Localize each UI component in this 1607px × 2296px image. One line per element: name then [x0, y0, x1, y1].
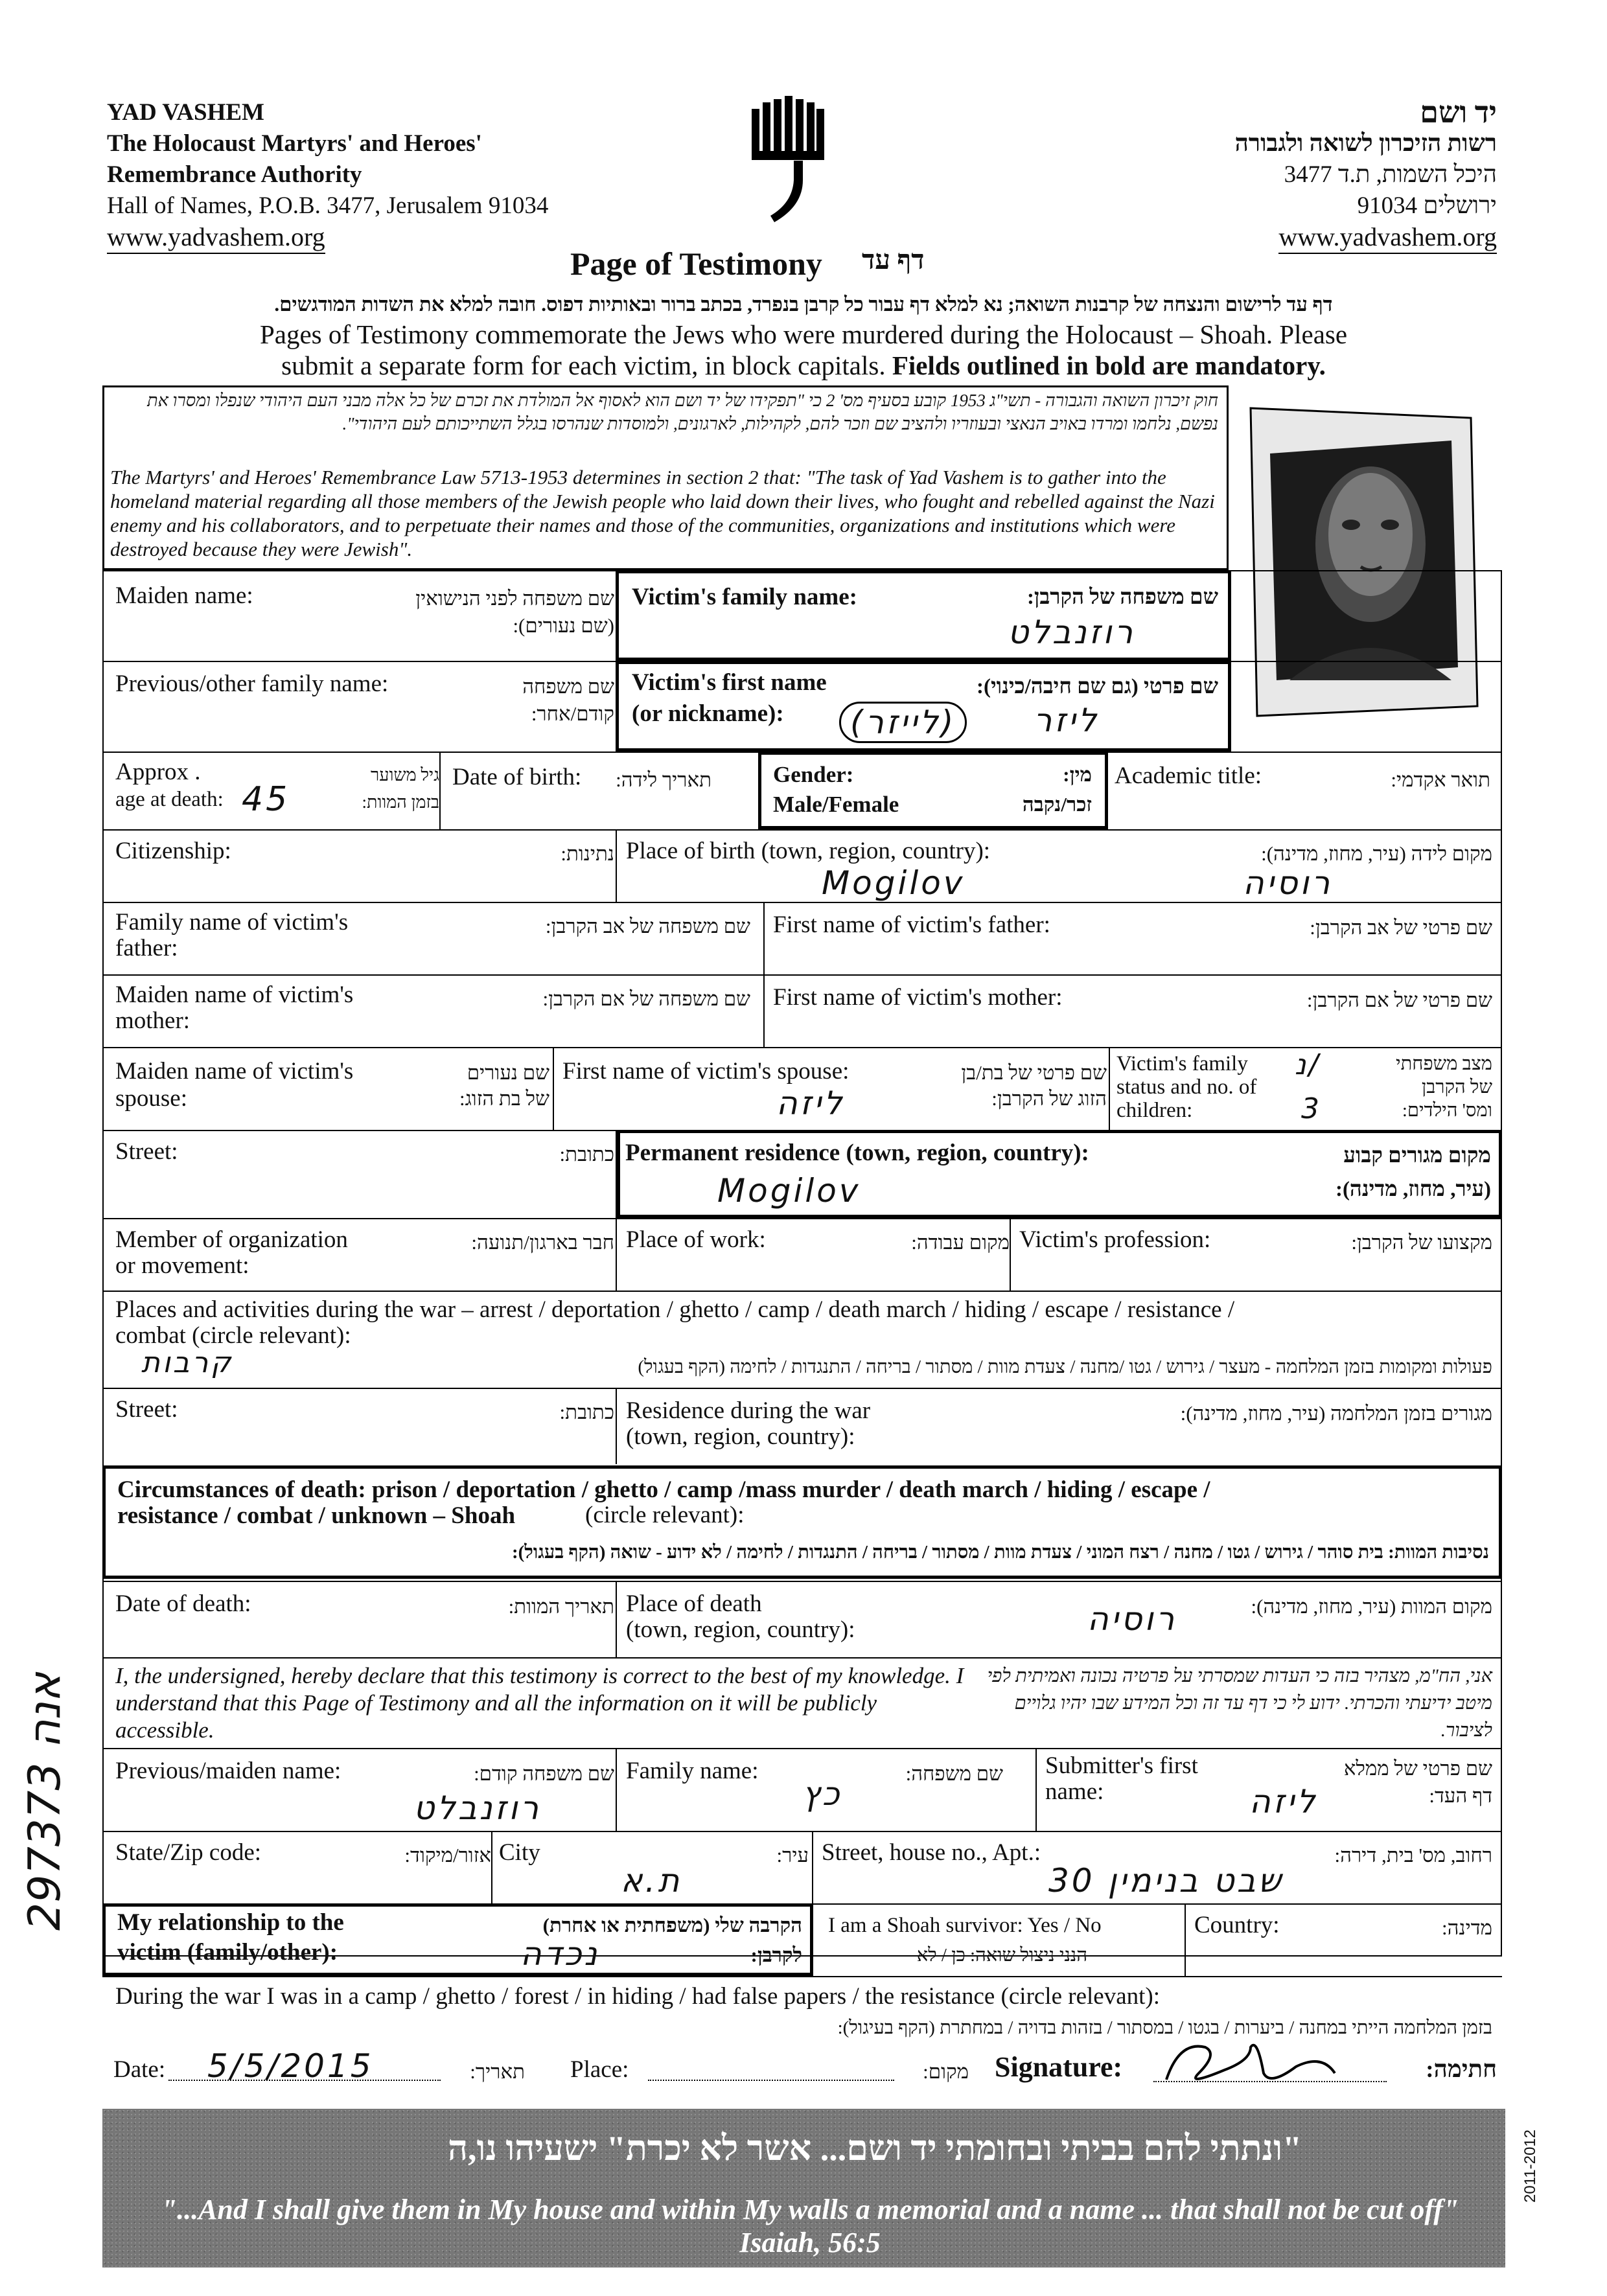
submitter-prev-name-value: רוזנבלט	[413, 1789, 541, 1827]
war-activities-label-he: פעולות ומקומות בזמן המלחמה - מעצר / גירוש / גטו /מחנה / צעדת מוות / מסתור / בריחה / התנגדות / לחימה (הקף בעגול)	[638, 1357, 1492, 1377]
submitter-prev-name-label-he: שם משפחה קודם:	[474, 1762, 614, 1785]
street-label-he: כתובת:	[559, 1143, 614, 1165]
submitter-family-name-value: כץ	[802, 1775, 842, 1813]
death-circumstances-label2: resistance / combat / unknown – Shoah	[117, 1502, 516, 1529]
divider	[812, 1832, 813, 1903]
law-text-en: The Martyrs' and Heroes' Remembrance Law 5713-1953 determines in section 2 that: "The task of Yad Vashem is to gather into the homeland material regarding all those members of the Jewish people who laid down their lives, who fought and rebelled against the Nazi enemy and his collaborators, and to perpetuate their names and those of the communities, organizations and institutions which were destroyed because they were Jewish".	[110, 466, 1215, 560]
divider	[616, 1582, 617, 1657]
father-first-name-label-he: שם פרטי של אב הקרבן:	[1310, 916, 1492, 939]
zip-label-he: אזור/מיקוד:	[404, 1844, 491, 1866]
org-name-he: יד ושם	[1420, 96, 1497, 129]
during-war-label: During the war I was in a camp / ghetto / forest / in hiding / had false papers / the resistance (circle relevant):	[115, 1983, 1161, 2010]
family-status-label3: children:	[1116, 1099, 1193, 1122]
spouse-maiden-name-label2: spouse:	[115, 1085, 187, 1112]
survivor-label: I am a Shoah survivor: Yes / No	[828, 1914, 1102, 1937]
place-line	[648, 2080, 894, 2081]
victim-first-name-field[interactable]	[616, 661, 1231, 752]
date-label: Date:	[113, 2056, 166, 2083]
pob-value-he: רוסיה	[1243, 864, 1333, 902]
war-residence-label: Residence during the war	[626, 1397, 871, 1424]
instructions-en	[110, 319, 1497, 381]
street-house-label-he: רחוב, מס' בית, דירה:	[1334, 1844, 1492, 1866]
age-value: 45	[242, 780, 290, 819]
death-circumstances-label-he: נסיבות המוות: בית סוהר / גירוש / גטו / מחנה / רצח המוני / צעדת מוות / מסתור / בריחה / התנגדות / לחימה / לא ידוע - שואה (הקף בעגול):	[511, 1542, 1489, 1563]
row-submitter-address	[102, 1831, 1502, 1903]
row-work	[102, 1218, 1502, 1291]
prev-family-name-label: Previous/other family name:	[115, 671, 389, 697]
member-org-label2: or movement:	[115, 1252, 249, 1279]
profession-label: Victim's profession:	[1019, 1226, 1211, 1253]
family-status-label-he2: של הקרבן	[1421, 1077, 1492, 1097]
family-status-label-he: מצב משפחתי	[1396, 1053, 1492, 1074]
mother-first-name-label: First name of victim's mother:	[773, 984, 1063, 1011]
row-war-activities	[102, 1291, 1502, 1388]
citizenship-label-he: נתינות:	[561, 842, 614, 865]
victim-family-name-field[interactable]	[616, 570, 1231, 661]
children-count-value: 3	[1301, 1092, 1322, 1125]
divider	[763, 903, 765, 974]
spouse-maiden-name-label-he: שם נעורים	[467, 1061, 549, 1084]
profession-label-he: מקצועו של הקרבן:	[1351, 1231, 1492, 1254]
dod-label: Date of death:	[115, 1590, 251, 1617]
family-status-label2: status and no. of	[1116, 1075, 1257, 1099]
pob-label: Place of birth (town, region, country):	[626, 838, 991, 864]
declaration-text-en: I, the undersigned, hereby declare that this testimony is correct to the best of my knowledge. I understand that this Page of Testimony and all the information on it will be publicly accessible.	[115, 1663, 964, 1743]
row-citizenship	[102, 829, 1502, 902]
family-status-label: Victim's family	[1116, 1052, 1248, 1075]
age-label-he2: בזמן המוות:	[362, 792, 439, 812]
father-family-name-label-he: שם משפחה של אב הקרבן:	[545, 915, 750, 937]
victim-family-name-value: רוזנבלט	[1008, 614, 1135, 651]
submitter-first-name-value: ליזה	[1249, 1783, 1318, 1820]
victim-family-name-label: Victim's family name:	[632, 584, 857, 610]
war-residence-label-he: מגורים בזמן המלחמה (עיר, מחוז, מדינה):	[1180, 1402, 1492, 1425]
workplace-label-he: מקום עבודה:	[911, 1231, 1010, 1254]
date-value: 5/5/2015	[207, 2047, 374, 2085]
handwritten-archive-id: אנה 297373	[19, 1672, 71, 1931]
pod-value: רוסיה	[1087, 1600, 1177, 1638]
prev-family-name-label-he: שם משפחה	[522, 675, 614, 698]
instructions-en-line2: submit a separate form for each victim, in block capitals.	[281, 350, 886, 380]
city-value: ת.א	[621, 1862, 682, 1900]
mother-maiden-name-label-he: שם משפחה של אם הקרבן:	[542, 987, 750, 1010]
submitter-first-name-label-he: שם פרטי של ממלא	[1343, 1757, 1492, 1780]
death-circumstances-label3: (circle relevant):	[585, 1502, 745, 1528]
instructions-he: דף עד לרישום והנצחה של קרבנות השואה; נא למלא דף עבור כל קרבן בנפרד, בכתב ברור ובאותיות דפוס. חובה למלא את השדות המודגשים.	[274, 293, 1333, 316]
zip-label: State/Zip code:	[115, 1839, 262, 1866]
victim-family-name-label-he: שם משפחה של הקרבן:	[1026, 586, 1218, 609]
divider	[616, 831, 617, 902]
victim-first-name-value: ליזר	[1034, 702, 1100, 739]
submitter-first-name-label: Submitter's first	[1045, 1752, 1198, 1779]
during-war-label-he: בזמן המלחמה הייתי במחנה / ביערות / בגטו / במסתור / בזהות בדויה / במחתרת (הקף בעיגול):	[837, 2017, 1492, 2038]
org-subtitle-en-2: Remembrance Authority	[107, 161, 362, 188]
spouse-first-name-label-he: שם פרטי של בת/בן	[961, 1061, 1107, 1084]
pod-label2: (town, region, country):	[626, 1616, 855, 1643]
permanent-residence-label-he2: (עיר, מחוז, מדינה):	[1335, 1178, 1491, 1201]
age-label2: age at death:	[115, 788, 224, 811]
spouse-first-name-label-he2: הזוג של הקרבן:	[991, 1087, 1107, 1110]
row-father	[102, 902, 1502, 974]
academic-title-label: Academic title:	[1115, 763, 1262, 789]
victim-first-name-label-he: שם פרטי (גם שם חיבה/כינוי):	[977, 675, 1218, 698]
form-year-label: 2011-2012	[1521, 2130, 1539, 2203]
maiden-name-label: Maiden name:	[115, 582, 253, 609]
father-first-name-label: First name of victim's father:	[773, 912, 1050, 938]
age-label: Approx .	[115, 759, 201, 785]
org-header-en	[107, 97, 599, 254]
dob-label: Date of birth:	[452, 764, 582, 790]
permanent-residence-box[interactable]	[617, 1130, 1502, 1218]
submitter-family-name-label-he: שם משפחה:	[905, 1762, 1003, 1785]
quote-banner-en: "...And I shall give them in My house and within My walls a memorial and a name ... that shall not be cut off" Isaiah, 56:5	[161, 2194, 1459, 2258]
quote-banner-he: "ונתתי להם בביתי ובחומתי יד ושם... אשר לא יכרת" ישעיהו נו,ה	[447, 2129, 1302, 2168]
family-status-label-he3: ומס' הילדים:	[1402, 1100, 1492, 1121]
relationship-label2: victim (family/other):	[117, 1939, 338, 1966]
street-house-value: שבט בנימין 30	[1048, 1862, 1284, 1900]
country-label: Country:	[1194, 1912, 1280, 1938]
org-subtitle-he: רשות הזיכרון לשואה ולגבורה	[1234, 130, 1497, 157]
divider	[1185, 1905, 1186, 1976]
form-title-en: Page of Testimony	[570, 246, 822, 282]
relationship-label-he: הקרבה שלי (משפחתית או אחרת)	[542, 1914, 802, 1936]
spouse-first-name-value: ליזה	[776, 1085, 845, 1122]
victim-first-name-label2: (or nickname):	[632, 700, 784, 727]
divider	[1109, 1048, 1110, 1130]
spouse-maiden-name-label: Maiden name of victim's	[115, 1058, 354, 1085]
dob-label-he: תאריך לידה:	[616, 768, 711, 791]
date-label-he: תאריך:	[470, 2060, 525, 2083]
row-mother	[102, 974, 1502, 1047]
mother-maiden-name-label: Maiden name of victim's	[115, 982, 354, 1008]
org-address-he-1: היכל השמות, ת.ד 3477	[1284, 161, 1497, 188]
url-left: www.yadvashem.org	[107, 222, 325, 254]
mother-first-name-label-he: שם פרטי של אם הקרבן:	[1306, 989, 1492, 1011]
row-spouse	[102, 1047, 1502, 1130]
divider	[616, 1749, 617, 1831]
gender-label: Gender:	[773, 762, 854, 787]
permanent-residence-label: Permanent residence (town, region, country):	[625, 1140, 1089, 1166]
signature-label-he: חתימה:	[1426, 2056, 1497, 2083]
row-submitter-name	[102, 1748, 1502, 1831]
maiden-name-label-he: שם משפחה לפני הנישואין	[415, 587, 614, 610]
submitter-first-name-label2: name:	[1045, 1778, 1104, 1805]
org-address-en: Hall of Names, P.O.B. 3477, Jerusalem 91034	[107, 192, 549, 219]
war-activities-label2: combat (circle relevant):	[115, 1322, 351, 1349]
relationship-field[interactable]	[102, 1903, 813, 1976]
spouse-first-name-label: First name of victim's spouse:	[562, 1058, 850, 1085]
declaration-text-he: אני, הח"מ, מצהיר בזה כי העדות שמסרתי על פרטיה נכונה ואמיתית לפי מיטב ידיעתי והכרתי. ידוע לי כי דף עד זה וכל המידע שבו יהיו גלויים לציבור.	[987, 1666, 1492, 1741]
org-address-he-2: ירושלים 91034	[1357, 192, 1497, 219]
pob-label-he: מקום לידה (עיר, מחוז, מדינה):	[1261, 842, 1492, 865]
war-activities-value: קרבות	[141, 1346, 234, 1379]
divider	[763, 976, 765, 1047]
gender-field[interactable]	[758, 752, 1108, 829]
victim-first-name-label: Victim's first name	[632, 669, 827, 696]
law-text-he: חוק זיכרון השואה והגבורה - תשי"ג 1953 קובע בסעיף מס' 2 כי "תפקידו של יד ושם הוא לאסוף אל המולדת את זכרם של כל אלה מבני העם היהודי שנפלו ומסרו את נפשם, נלחמו ומרדו באויב הנאצי ובעוזריו ולהציב שם וזכר להם, לקהילות, לארגונים, ולמוסדות שנהרסו בגלל השתייכותם לעם היהודי".	[147, 391, 1218, 433]
row-death	[102, 1581, 1502, 1657]
family-status-value: נ/	[1295, 1048, 1321, 1081]
country-label-he: מדינה:	[1442, 1916, 1492, 1939]
divider	[1010, 1219, 1011, 1291]
prev-family-name-label-he2: קודם/אחר:	[531, 702, 614, 725]
row-war-residence	[102, 1388, 1502, 1464]
age-label-he: גיל משוער	[371, 765, 439, 785]
place-label-he: מקום:	[923, 2060, 969, 2083]
divider	[616, 1389, 617, 1464]
submitter-prev-name-label: Previous/maiden name:	[115, 1758, 341, 1784]
city-label: City	[499, 1839, 540, 1866]
mother-maiden-name-label2: mother:	[115, 1007, 191, 1034]
street2-label-he: כתובת:	[559, 1401, 614, 1423]
org-subtitle-en-1: The Holocaust Martyrs' and Heroes'	[107, 130, 482, 157]
relationship-value: נכדה	[520, 1935, 600, 1973]
academic-title-label-he: תואר אקדמי:	[1391, 768, 1490, 791]
city-label-he: עיר:	[776, 1844, 809, 1866]
spouse-maiden-name-label-he2: של בת הזוג:	[459, 1087, 549, 1110]
divider	[616, 1219, 617, 1291]
url-right: www.yadvashem.org	[1278, 222, 1497, 254]
street-label: Street:	[115, 1138, 178, 1165]
street2-label: Street:	[115, 1396, 178, 1423]
father-family-name-label2: father:	[115, 935, 178, 961]
citizenship-label: Citizenship:	[115, 838, 231, 864]
member-org-label: Member of organization	[115, 1226, 348, 1253]
divider	[1035, 1749, 1037, 1831]
maiden-name-label-he2: (שם נעורים):	[513, 614, 614, 637]
submitter-family-name-label: Family name:	[626, 1758, 759, 1784]
member-org-label-he: חבר בארגון/תנועה:	[471, 1231, 614, 1254]
dod-label-he: תאריך המוות:	[508, 1595, 614, 1618]
gender-label-he2: זכר/נקבה	[1022, 793, 1092, 816]
war-activities-label: Places and activities during the war – arrest / deportation / ghetto / camp / death march / hiding / escape / resistance /	[115, 1296, 1235, 1323]
signature-label: Signature:	[995, 2051, 1123, 2083]
divider	[553, 1048, 554, 1130]
street-house-label: Street, house no., Apt.:	[822, 1839, 1041, 1866]
pob-value: Mogilov	[822, 864, 965, 902]
survivor-label-he: הנני ניצול שואה: כן / לא	[916, 1945, 1087, 1966]
pod-label-he: מקום המוות (עיר, מחוז, מדינה):	[1251, 1595, 1492, 1618]
org-header-he	[1043, 97, 1497, 254]
submitter-first-name-label-he2: דף העד:	[1429, 1784, 1492, 1807]
workplace-label: Place of work:	[626, 1226, 766, 1253]
circumstances-of-death-field[interactable]	[102, 1465, 1502, 1579]
gender-label2: Male/Female	[773, 792, 899, 817]
yad-vashem-logo	[748, 96, 826, 225]
permanent-residence-value: Mogilov	[717, 1172, 861, 1210]
org-name-en: YAD VASHEM	[107, 99, 264, 126]
form-title-he: דף עד	[862, 246, 925, 275]
gender-label-he: מין:	[1063, 763, 1092, 786]
place-label: Place:	[570, 2056, 629, 2083]
death-circumstances-label: Circumstances of death: prison / deportation / ghetto / camp /mass murder / death march / hiding / escape /	[117, 1476, 1210, 1503]
permanent-residence-label-he: מקום מגורים קבוע	[1343, 1144, 1491, 1167]
divider	[491, 1832, 492, 1903]
instructions-mandatory: Fields outlined in bold are mandatory.	[892, 350, 1326, 380]
signature-scribble	[1153, 2034, 1400, 2093]
divider	[439, 753, 441, 829]
row-declaration	[102, 1657, 1502, 1748]
pod-label: Place of death	[626, 1590, 762, 1617]
father-family-name-label: Family name of victim's	[115, 909, 349, 936]
victim-nickname-value: (לייזר)	[839, 702, 967, 743]
instructions-en-line1: Pages of Testimony commemorate the Jews who were murdered during the Holocaust – Shoah. Please	[259, 319, 1348, 349]
relationship-label: My relationship to the	[117, 1909, 344, 1936]
war-residence-label2: (town, region, country):	[626, 1423, 855, 1450]
relationship-label-he2: לקרבן:	[750, 1944, 802, 1966]
